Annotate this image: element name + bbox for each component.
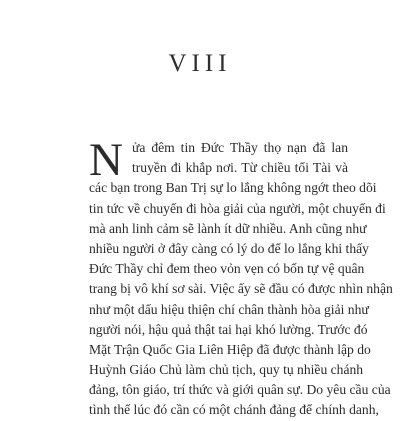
paragraph-line: Huỳnh Giáo Chủ làm chủ tịch, quy tụ nhiều chánh [89, 362, 364, 378]
chapter-paragraph [89, 134, 393, 421]
paragraph-line: ửa đêm tin Đức Thầy thọ nạn đã lan [132, 140, 348, 155]
paragraph-line: trang bị vô khí sơ sài. Việc ấy sẽ đầu có được nhìn nhận [89, 281, 393, 297]
paragraph-line: tình thế lúc đó cần có một chánh đảng để chính danh, [89, 402, 379, 418]
paragraph-line: người nói, hậu quả thật tai hại khó lường. Trước đó [89, 321, 368, 337]
paragraph-line: đảng, tôn giáo, trí thức và giới quân sự. Do yêu cầu của [89, 382, 391, 398]
paragraph-line: như một dấu hiệu thiện chí chân thành hòa giải như [89, 301, 369, 317]
paragraph-line: truyền đi khắp nơi. Từ chiều tối Tài và [132, 160, 348, 176]
paragraph-line: mà anh linh cảm sẽ lành ít dữ nhiều. Anh cũng như [89, 220, 367, 236]
drop-cap: N [89, 134, 123, 186]
paragraph-line: các bạn trong Ban Trị sự lo lắng không ngớt theo dõi [89, 180, 377, 196]
paragraph-line: nhiều người ở đây càng có lý do để lo lắng khi thấy [89, 240, 369, 256]
paragraph-line: Mặt Trận Quốc Gia Liên Hiệp đã được thành lập do [89, 341, 371, 357]
paragraph-line: tin tức về chuyến đi hòa giải của người, một chuyến đi [89, 200, 386, 216]
chapter-title: VIII [168, 50, 232, 77]
paragraph-line: Đức Thầy chỉ đem theo vỏn vẹn có bốn tự vệ quân [89, 261, 365, 277]
